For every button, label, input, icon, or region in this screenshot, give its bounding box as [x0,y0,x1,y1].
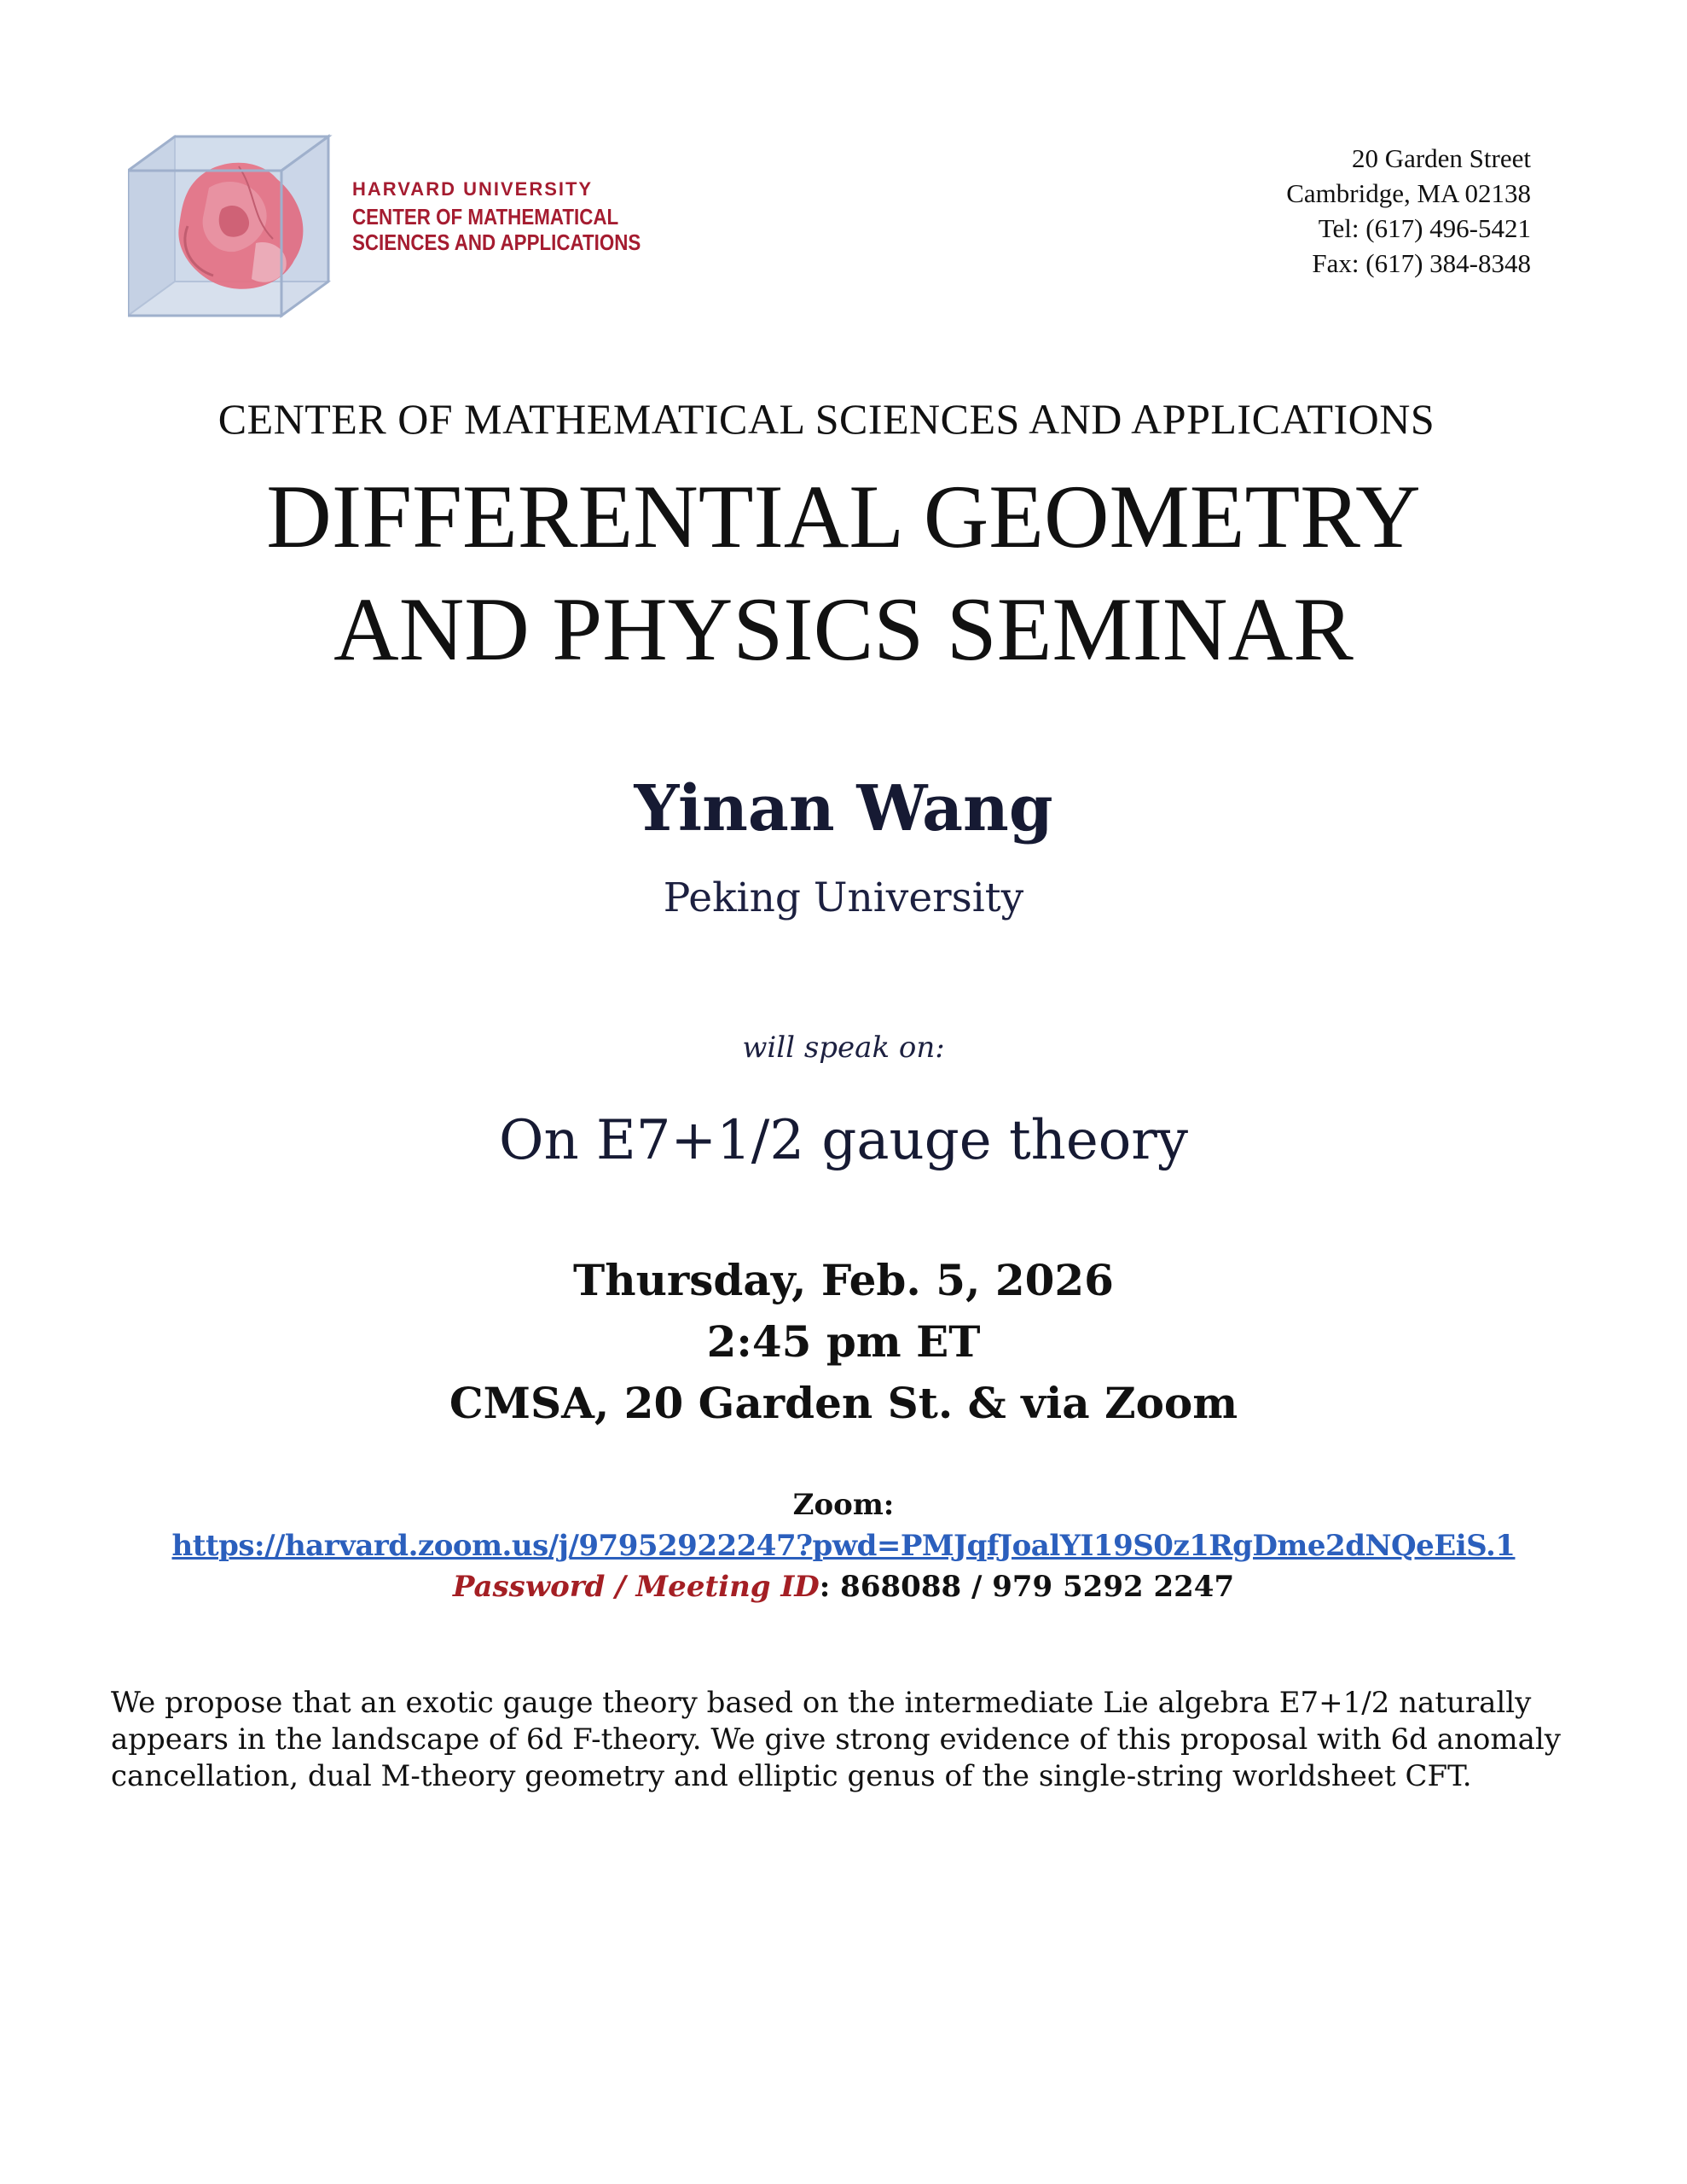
address-block [1286,141,1531,281]
seminar-title [0,461,1687,686]
abstract-line3: cancellation, dual M-theory geometry and elliptic genus of the single-string worldsheet CFT. [111,1759,1472,1793]
zoom-link[interactable]: https://harvard.zoom.us/j/97952922247?pwd=PMJqfJoalYI19S0z1RgDme2dNQeEiS.1 [171,1529,1516,1563]
event-time: 2:45 pm ET [706,1316,981,1367]
cube-logo-icon [128,132,341,328]
address-tel: Tel: (617) 496-5421 [1318,213,1531,243]
speak-on-label: will speak on: [742,1031,945,1065]
seminar-title-line1: DIFFERENTIAL GEOMETRY [266,467,1421,566]
logo-wordmark [352,180,687,257]
abstract-line1: We propose that an exotic gauge theory based on the intermediate Lie algebra E7+1/2 naturally [111,1686,1532,1720]
center-name-text: CENTER OF MATHEMATICAL SCIENCES AND APPLICATIONS [217,395,1435,443]
password-label: Password / Meeting ID [452,1570,820,1604]
address-fax: Fax: (617) 384-8348 [1312,248,1531,278]
abstract-line2: appears in the landscape of 6d F-theory. We give strong evidence of this proposal with 6d anomaly [111,1722,1561,1757]
talk-title: On E7+1/2 gauge theory [498,1109,1189,1172]
zoom-label: Zoom: [792,1488,895,1522]
address-city: Cambridge, MA 02138 [1286,178,1531,208]
zoom-info [0,1484,1687,1607]
logo-university: HARVARD UNIVERSITY [352,178,594,200]
logo-center-line2: SCIENCES AND APPLICATIONS [352,229,641,255]
event-logistics [0,1250,1687,1434]
cmsa-logo [128,132,640,328]
address-street: 20 Garden Street [1351,143,1531,173]
seminar-title-line2: AND PHYSICS SEMINAR [333,579,1354,679]
zoom-password [0,1566,1687,1607]
speaker-name: Yinan Wang [634,772,1053,845]
logo-center-line1: CENTER OF MATHEMATICAL [352,204,619,229]
speaker-affiliation: Peking University [663,874,1024,921]
event-date: Thursday, Feb. 5, 2026 [573,1255,1114,1305]
abstract [111,1685,1561,1795]
center-name [0,394,1687,444]
password-value: : 868088 / 979 5292 2247 [819,1570,1235,1604]
event-location: CMSA, 20 Garden St. & via Zoom [449,1378,1238,1428]
